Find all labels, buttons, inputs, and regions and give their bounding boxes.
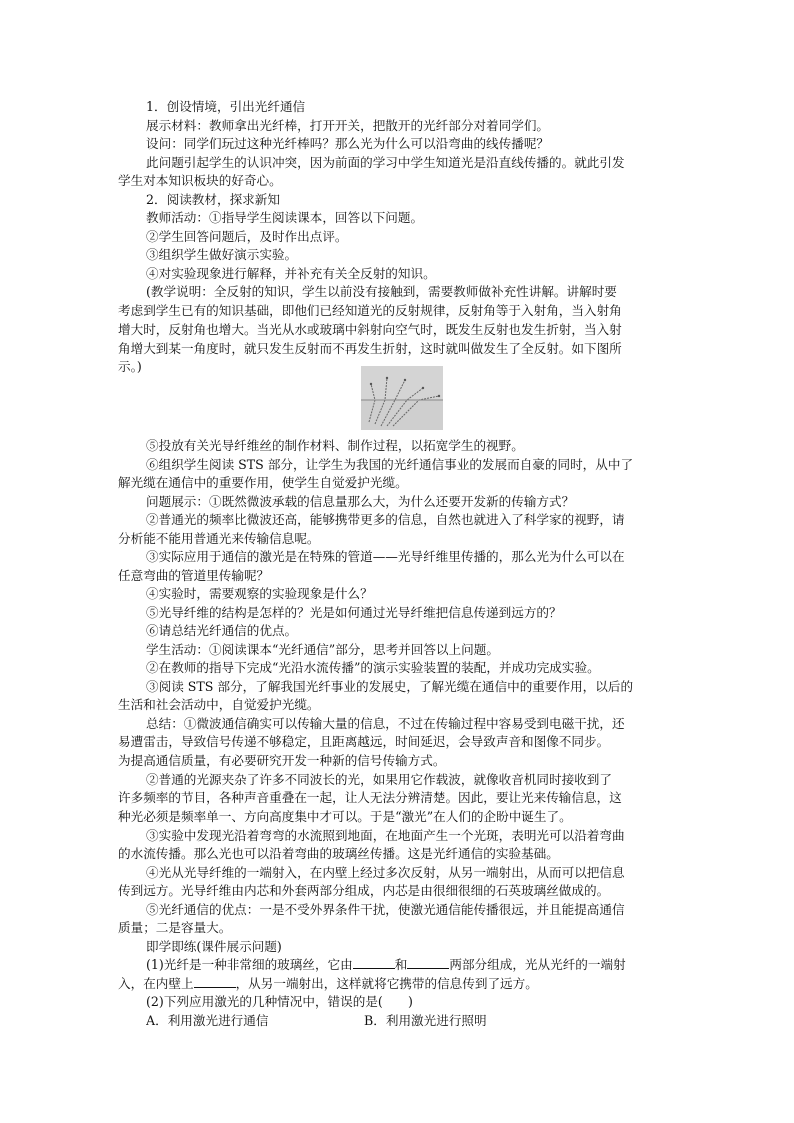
text-line: ⑤光纤通信的优点：一是不受外界条件干扰，使激光通信能传播很远，并且能提高通信	[146, 902, 625, 917]
text-line: ③组织学生做好演示实验。	[146, 247, 298, 262]
text-line: 任意弯曲的管道里传输呢？	[118, 568, 270, 583]
section-heading-1: 1．创设情境，引出光纤通信	[146, 99, 306, 114]
text-line: 的水流传播。那么光也可以沿着弯曲的玻璃丝传播。这是光纤通信的实验基础。	[118, 846, 559, 861]
text-line: 问题展示：①既然微波承载的信息量那么大，为什么还要开发新的传输方式？	[146, 494, 575, 509]
question-1-line	[146, 955, 706, 974]
text-line: 易遭雷击，导致信号传递不够稳定，且距离越远，时间延迟，会导致声音和图像不同步。	[118, 734, 610, 749]
question-2-stem: (2)下列应用激光的几种情况中，错误的是( )	[146, 994, 413, 1009]
text-line: 示。)	[118, 359, 142, 374]
question-1-text-a: (1)光纤是一种非常细的玻璃丝，它由	[146, 957, 353, 972]
text-line: 传到远方。光导纤维由内芯和外套两部分组成，内芯是由很细很细的石英玻璃丝做成的。	[118, 883, 610, 898]
text-line: 分析能不能用普通光来传输信息呢。	[118, 531, 320, 546]
text-line: ②在教师的指导下完成“光沿水流传播”的演示实验装置的装配，并成功完成实验。	[146, 660, 600, 675]
text-line: ③阅读 STS 部分，了解我国光纤事业的发展史，了解光缆在通信中的重要作用，以后的	[146, 679, 634, 694]
option-a: A．利用激光进行通信	[146, 1013, 269, 1028]
light-ray-diagram	[361, 366, 443, 430]
section-heading-2: 2．阅读教材，探求新知	[146, 192, 280, 207]
text-line: ⑥组织学生阅读 STS 部分，让学生为我国的光纤通信事业的发展而自豪的同时，从中了	[146, 457, 634, 472]
answer-blank-3[interactable]	[194, 975, 236, 988]
text-line: 考虑到学生已有的知识基础，即他们已经知道光的反射规律，反射角等于入射角，当入射角	[118, 303, 622, 318]
text-line: ②普通光的频率比微波还高，能够携带更多的信息，自然也就进入了科学家的视野，请	[146, 512, 625, 527]
text-line: 解光缆在通信中的重要作用，使学生自觉爱护光缆。	[118, 475, 408, 490]
question-1-line-2	[118, 974, 678, 993]
text-line: ②学生回答问题后，及时作出点评。	[146, 229, 348, 244]
question-1-text-c: 两部分组成，光从光纤的一端射	[449, 957, 626, 972]
text-line: 许多频率的节目，各种声音重叠在一起，让人无法分辨清楚。因此，要让光来传输信息，这	[118, 790, 622, 805]
text-line: ④光从光导纤维的一端射入，在内壁上经过多次反射，从另一端射出，从而可以把信息	[146, 865, 625, 880]
text-line: (教学说明：全反射的知识，学生以前没有接触到，需要教师做补充性讲解。讲解时要	[146, 284, 617, 299]
text-line: ⑥请总结光纤通信的优点。	[146, 623, 298, 638]
text-line: 总结：①微波通信确实可以传输大量的信息，不过在传输过程中容易受到电磁干扰，还	[146, 716, 625, 731]
text-line: 角增大到某一角度时，就只发生反射而不再发生折射，这时就叫做发生了全反射。如下图所	[118, 341, 622, 356]
option-b: B．利用激光进行照明	[364, 1013, 487, 1028]
text-line: 教师活动：①指导学生阅读课本，回答以下问题。	[146, 210, 424, 225]
text-line: ②普通的光源夹杂了许多不同波长的光，如果用它作载波，就像收音机同时接收到了	[146, 772, 612, 787]
text-line: 为提高通信质量，有必要研究开发一种新的信号传输方式。	[118, 753, 446, 768]
text-line: 质量；二是容量大。	[118, 920, 232, 935]
total-reflection-figure	[361, 366, 443, 430]
text-line: ④对实验现象进行解释，并补充有关全反射的知识。	[146, 266, 436, 281]
text-line: ⑤投放有关光导纤维丝的制作材料、制作过程，以拓宽学生的视野。	[146, 438, 524, 453]
text-line: 学生对本知识板块的好奇心。	[118, 173, 282, 188]
text-line: ③实验中发现光沿着弯弯的水流照到地面，在地面产生一个光斑，表明光可以沿着弯曲	[146, 828, 625, 843]
text-line: 设问：同学们玩过这种光纤棒吗？那么光为什么可以沿弯曲的线传播呢？	[146, 136, 549, 151]
answer-blank-1[interactable]	[353, 956, 395, 969]
text-line: ③实际应用于通信的激光是在特殊的管道——光导纤维里传播的，那么光为什么可以在	[146, 549, 625, 564]
text-line: 此问题引起学生的认识冲突，因为前面的学习中学生知道光是沿直线传播的。就此引发	[146, 155, 625, 170]
text-line: 生活和社会活动中，自觉爱护光缆。	[118, 697, 320, 712]
text-line: 展示材料：教师拿出光纤棒，打开开关，把散开的光纤部分对着同学们。	[146, 118, 549, 133]
text-line: ④实验时，需要观察的实验现象是什么？	[146, 586, 373, 601]
text-line: 种光必须是频率单一、方向高度集中才可以。于是“激光”在人们的企盼中诞生了。	[118, 809, 572, 824]
question-1-text-e: ，从另一端射出，这样就将它携带的信息传到了远方。	[235, 976, 538, 991]
practice-heading: 即学即练(课件展示问题)	[146, 939, 282, 954]
question-1-text-d: 入，在内壁上	[118, 976, 194, 991]
text-line: 学生活动：①阅读课本“光纤通信”部分，思考并回答以上问题。	[146, 642, 499, 657]
text-line: ⑤光导纤维的结构是怎样的？光是如何通过光导纤维把信息传递到远方的？	[146, 605, 562, 620]
answer-blank-2[interactable]	[407, 956, 449, 969]
text-line: 增大时，反射角也增大。当光从水或玻璃中斜射向空气时，既发生反射也发生折射，当入射	[118, 322, 622, 337]
question-1-text-b: 和	[394, 957, 408, 972]
